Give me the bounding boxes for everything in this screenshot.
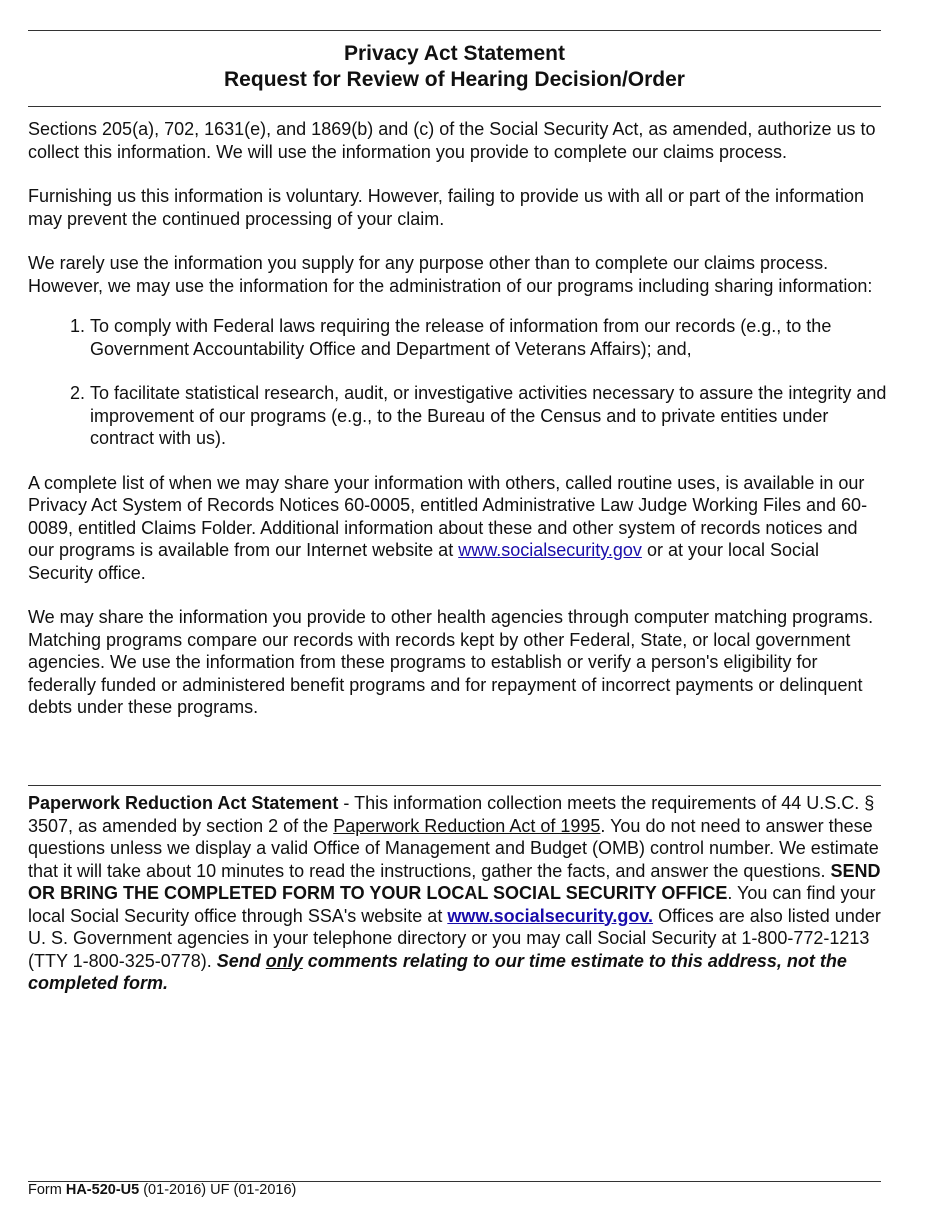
authority-paragraph: Sections 205(a), 702, 1631(e), and 1869(b) and (c) of the Social Security Act, as amended, authorize us to collect this information. We will use the information you provide to complete our claims process.	[28, 119, 876, 162]
only-emphasis: only	[265, 950, 303, 971]
act-name: Paperwork Reduction Act of 1995	[333, 815, 601, 836]
page-title	[28, 41, 881, 93]
use-list	[28, 315, 888, 450]
paperwork-reduction-section: Paperwork Reduction Act Statement - This information collection meets the requirements of 44 U.S.C. § 3507, as amended by section 2 of the Paperwork Reduction Act of 1995. You do not need to answer these questions unless we display a valid Office of Management and Budget (OMB) control number. We estimate that it will take about 10 minutes to read the instructions, gather the facts, and answer the questions. SEND OR BRING THE COMPLETED FORM TO YOUR LOCAL SOCIAL SECURITY OFFICE. You can find your local Social Security office through SSA's website at www.socialsecurity.gov. Offices are also listed under U. S. Government agencies in your telephone directory or you may call Social Security at 1-800-772-1213 (TTY 1-800-325-0778). Send only comments relating to our time estimate to this address, not the completed form.	[28, 793, 881, 993]
form-number: HA-520-U5	[65, 1182, 140, 1198]
voluntary-paragraph: Furnishing us this information is voluntary. However, failing to provide us with all or part of the information may prevent the continued processing of your claim.	[28, 186, 865, 229]
matching-programs-paragraph: We may share the information you provide to other health agencies through computer matching programs. Matching programs compare our records with records kept by other Federal, State, or local government agencies. We use the information from these programs to establish or verify a person's eligibility for federally funded or administered benefit programs and for repayment of incorrect payments or delinquent debts under these programs.	[28, 607, 874, 717]
privacy-act-section	[28, 118, 888, 741]
section-divider-rule	[28, 785, 881, 786]
title-line-2: Request for Review of Hearing Decision/Order	[224, 68, 685, 91]
top-rule	[28, 30, 881, 31]
send-instruction: SEND OR BRING THE COMPLETED FORM TO YOUR LOCAL SOCIAL SECURITY OFFICE	[28, 860, 881, 903]
routine-uses-paragraph: A complete list of when we may share your information with others, called routine uses, is available in our Privacy Act System of Records Notices 60-0005, entitled Administrative Law Judge Working Files and 60-0089, entitled Claims Folder. Additional information about these and other system of records notices and our programs is available from our Internet website at www.socialsecurity.gov or at your local Social Security office.	[28, 472, 868, 583]
use-paragraph: We rarely use the information you supply for any purpose other than to complete our claims process. However, we may use the information for the administration of our programs including sharing information:	[28, 253, 873, 296]
ssa-website-link-bold[interactable]: www.socialsecurity.gov.	[447, 905, 654, 926]
paperwork-heading: Paperwork Reduction Act Statement	[28, 793, 339, 813]
title-bottom-rule	[28, 106, 881, 107]
list-item: 1. To comply with Federal laws requiring the release of information from our records (e.g., to the Government Accountability Office and Department of Veterans Affairs); and,	[90, 315, 888, 360]
form-number-footer: Form HA-520-U5 (01-2016) UF (01-2016)	[28, 1182, 297, 1198]
list-item: 2. To facilitate statistical research, audit, or investigative activities necessary to assure the integrity and improvement of our programs (e.g., to the Bureau of the Census and to private entities under contract with us).	[90, 382, 888, 450]
title-line-1: Privacy Act Statement	[344, 42, 565, 65]
ssa-website-link[interactable]: www.socialsecurity.gov	[458, 540, 642, 560]
